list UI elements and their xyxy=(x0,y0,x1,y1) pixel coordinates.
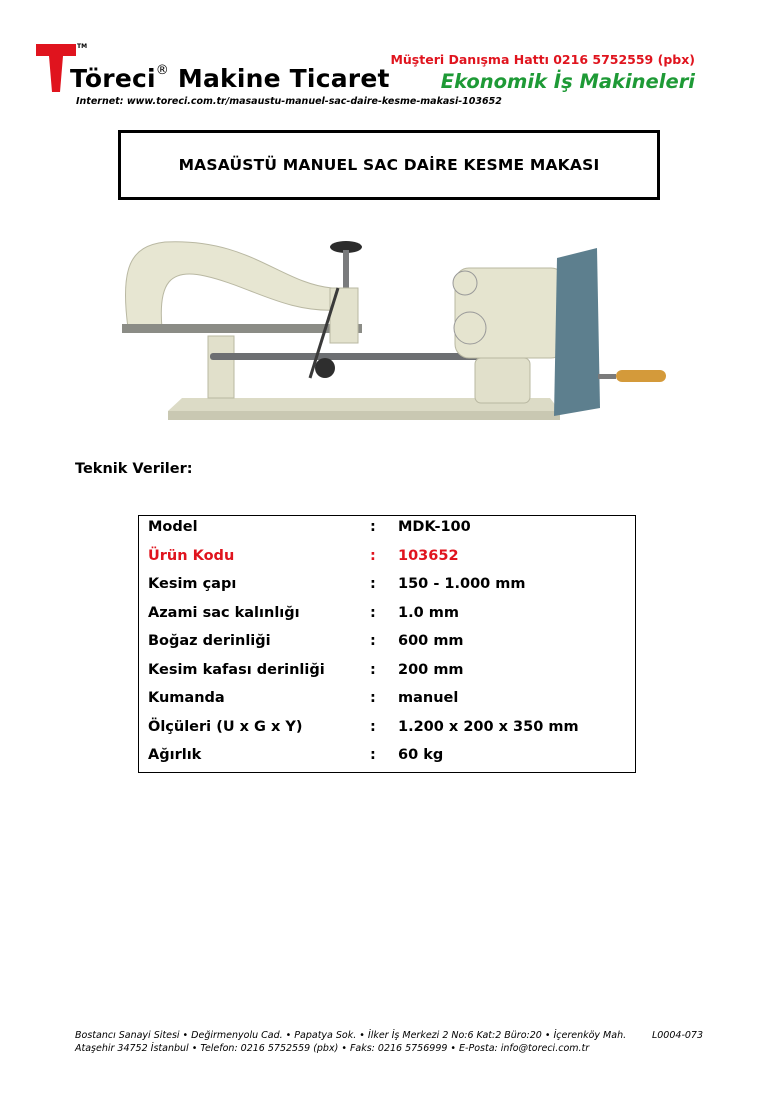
spec-separator: : xyxy=(370,519,376,535)
spec-separator: : xyxy=(370,747,376,763)
spec-label: Ölçüleri (U x G x Y) xyxy=(148,718,303,735)
document-reference: L0004-073 xyxy=(651,1030,703,1041)
spec-separator: : xyxy=(370,633,376,649)
title-box xyxy=(118,130,660,200)
internet-url[interactable]: Internet: www.toreci.com.tr/masaustu-manuel-sac-daire-kesme-makasi-103652 xyxy=(76,96,502,107)
machine-photo xyxy=(110,228,670,438)
spec-label: Kumanda xyxy=(148,690,225,706)
company-name: Töreci® Makine Ticaret xyxy=(70,62,390,93)
spec-label: Kesim çapı xyxy=(148,576,237,592)
spec-separator: : xyxy=(370,661,376,678)
page-title: MASAÜSTÜ MANUEL SAC DAİRE KESME MAKASI xyxy=(178,156,600,174)
spec-separator: : xyxy=(370,547,376,564)
spec-separator: : xyxy=(370,718,376,735)
spec-row-cutting-diameter xyxy=(139,573,635,601)
spec-separator: : xyxy=(370,576,376,592)
trademark-mark: TM xyxy=(77,43,88,50)
spec-label: Boğaz derinliği xyxy=(148,633,271,649)
spec-row-product-code xyxy=(139,545,635,573)
spec-row-dimensions xyxy=(139,716,635,744)
spec-label: Ürün Kodu xyxy=(148,547,235,564)
customer-hotline: Müşteri Danışma Hattı 0216 5752559 (pbx) xyxy=(390,52,695,67)
spec-value: manuel xyxy=(398,690,459,706)
spec-value: 150 - 1.000 mm xyxy=(398,576,526,592)
spec-value: 1.0 mm xyxy=(398,604,459,621)
spec-value: MDK-100 xyxy=(398,519,471,535)
section-heading: Teknik Veriler: xyxy=(75,461,193,477)
spec-separator: : xyxy=(370,604,376,621)
spec-value: 600 mm xyxy=(398,633,464,649)
spec-value: 1.200 x 200 x 350 mm xyxy=(398,718,579,735)
spec-value: 60 kg xyxy=(398,747,444,763)
spec-row-throat-depth xyxy=(139,630,635,658)
spec-label: Ağırlık xyxy=(148,747,202,763)
spec-row-model xyxy=(139,516,635,544)
slogan: Ekonomik İş Makineleri xyxy=(440,70,695,93)
spec-label: Model xyxy=(148,519,198,535)
spec-row-weight xyxy=(139,744,635,772)
spec-value: 103652 xyxy=(398,547,459,564)
spec-label: Azami sac kalınlığı xyxy=(148,604,300,621)
spec-row-max-thickness xyxy=(139,602,635,630)
spec-separator: : xyxy=(370,690,376,706)
spec-row-control xyxy=(139,687,635,715)
footer-address-line-2: Ataşehir 34752 İstanbul • Telefon: 0216 5752559 (pbx) • Faks: 0216 5756999 • E-Posta: info@toreci.com.tr xyxy=(75,1043,590,1054)
footer-address-line-1: Bostancı Sanayi Sitesi • Değirmenyolu Cad. • Papatya Sok. • İlker İş Merkezi 2 No:6 Kat:2 Büro:20 • İçerenköy Mah. xyxy=(75,1030,627,1041)
spec-table xyxy=(138,515,636,773)
spec-value: 200 mm xyxy=(398,661,464,678)
spec-row-head-depth xyxy=(139,659,635,687)
spec-label: Kesim kafası derinliği xyxy=(148,661,325,678)
